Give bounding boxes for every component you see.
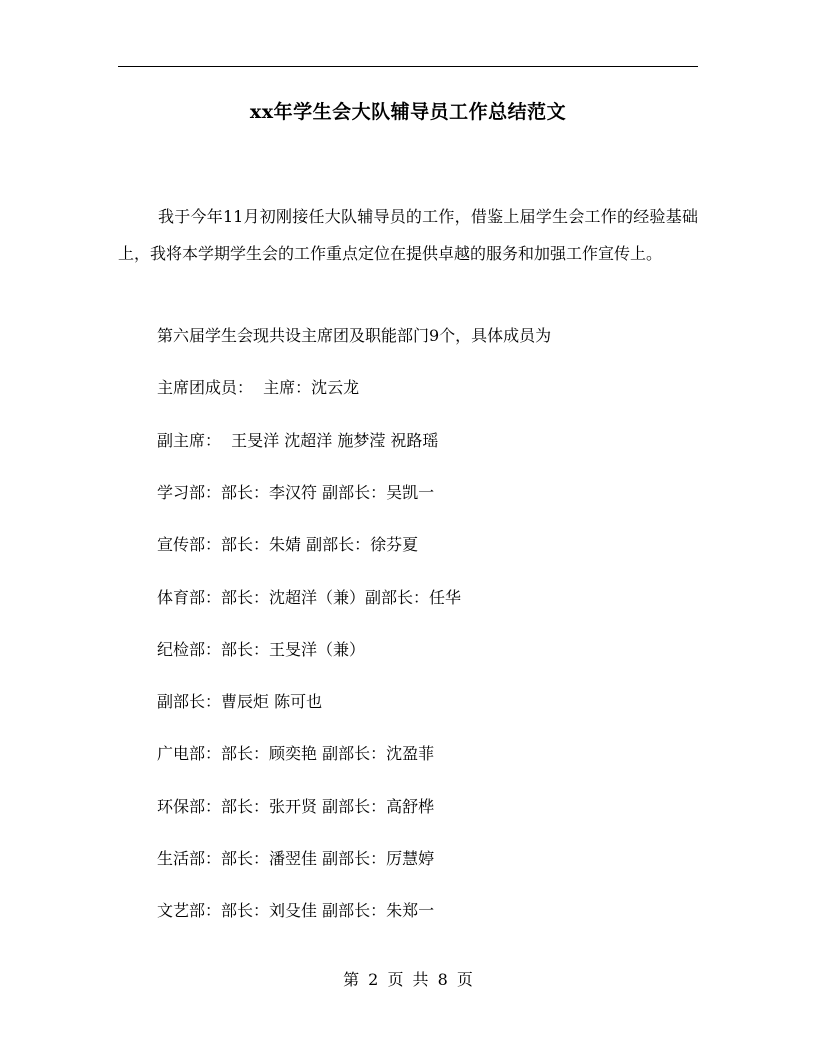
sports-dept-line: 体育部：部长：沈超洋（兼）副部长：任华: [157, 588, 462, 607]
life-dept-line: 生活部：部长：潘翌佳 副部长：厉慧婷: [157, 849, 435, 868]
discipline-vice-line: 副部长：曹辰炬 陈可也: [157, 692, 323, 711]
page-number: 第 2 页 共 8 页: [343, 970, 473, 989]
vice-president-line: 副主席： 王旻洋 沈超洋 施梦滢 祝路瑶: [157, 431, 439, 450]
arts-dept-line: 文艺部：部长：刘殳佳 副部长：朱郑一: [157, 901, 435, 920]
document-title: xx年学生会大队辅导员工作总结范文: [249, 101, 567, 123]
member-summary-line: 第六届学生会现共设主席团及职能部门9个，具体成员为: [157, 326, 552, 345]
broadcast-dept-line: 广电部：部长：顾奕艳 副部长：沈盈菲: [157, 744, 435, 763]
header-rule: [118, 66, 698, 67]
study-dept-line: 学习部：部长：李汉符 副部长：吴凯一: [157, 483, 435, 502]
intro-paragraph: 我于今年11月初刚接任大队辅导员的工作，借鉴上届学生会工作的经验基础上，我将本学期学生会的工作重点定位在提供卓越的服务和加强工作宣传上。: [118, 207, 698, 263]
discipline-dept-line: 纪检部：部长：王旻洋（兼）: [157, 640, 366, 659]
publicity-dept-line: 宣传部：部长：朱婧 副部长：徐芬夏: [157, 535, 419, 554]
environment-dept-line: 环保部：部长：张开贤 副部长：高舒桦: [157, 797, 435, 816]
presidium-line: 主席团成员： 主席：沈云龙: [157, 378, 360, 397]
